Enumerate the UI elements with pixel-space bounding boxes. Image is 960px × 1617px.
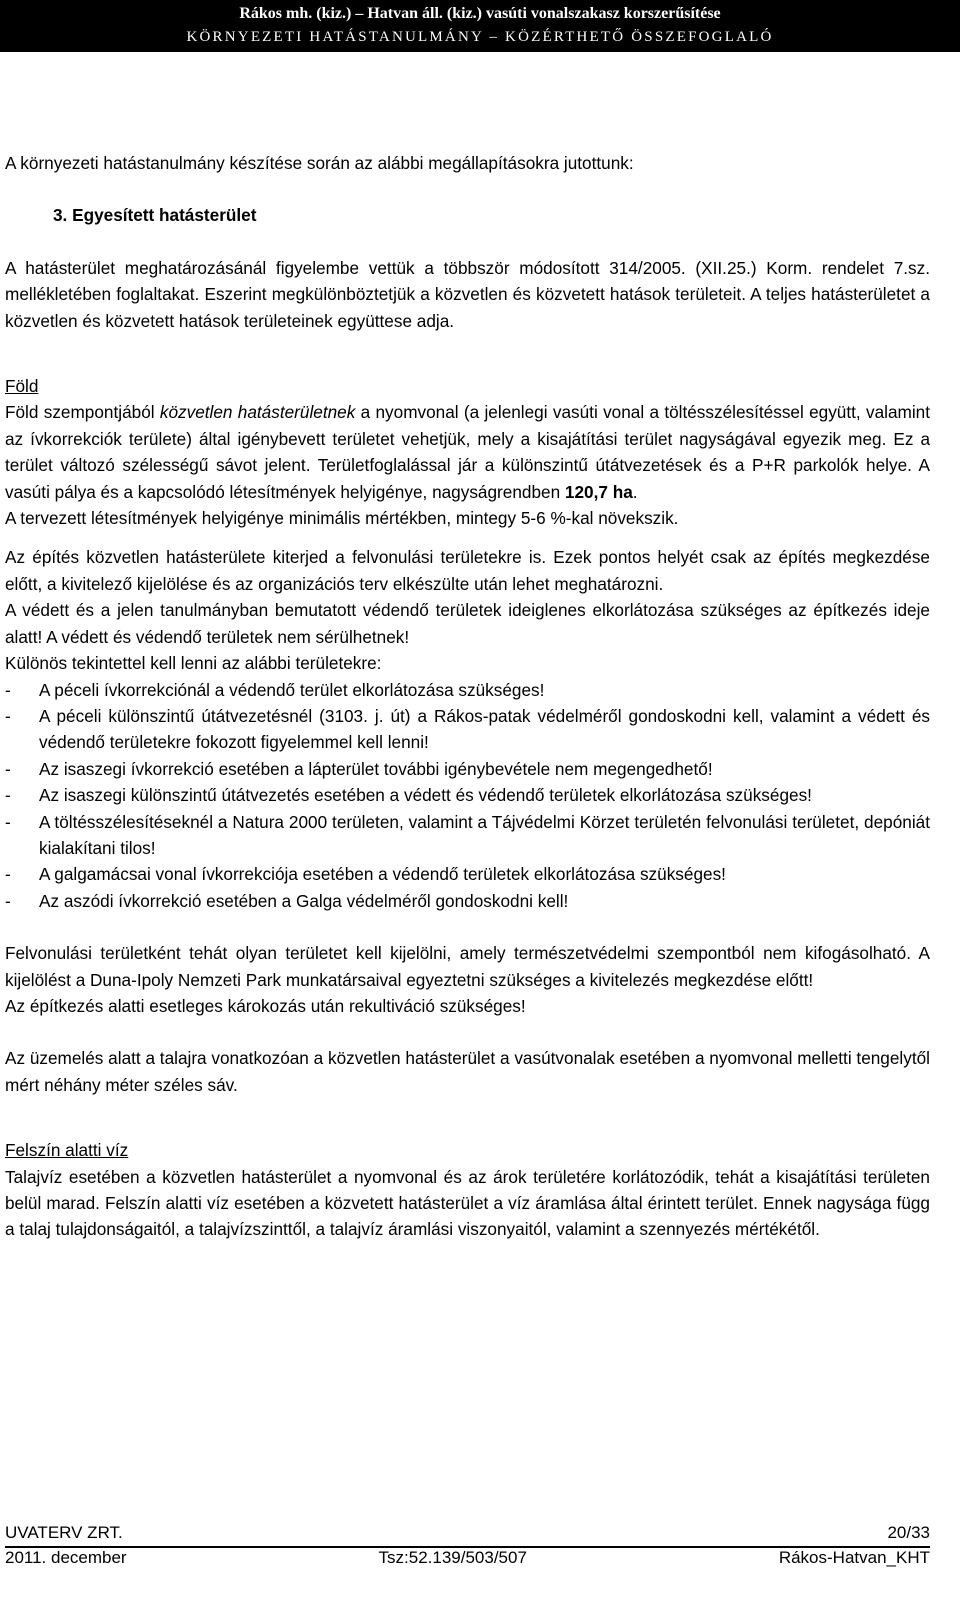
section-heading-3: 3. Egyesített hatásterület [53, 205, 257, 226]
list-item: - A péceli ívkorrekciónál a védendő terület elkorlátozása szükséges! [5, 679, 545, 700]
fold-area-value: 120,7 ha [564, 481, 633, 502]
fold-bullet-list [5, 677, 930, 915]
fold-paragraph-5: Különös tekintettel kell lenni az alábbi területekre: [5, 653, 382, 674]
list-item: - A galgamácsai vonal ívkorrekciója esetében a védendő területek elkorlátozása szükséges! [5, 864, 726, 885]
footer-company: UVATERV ZRT. [5, 1523, 123, 1542]
list-item: - Az aszódi ívkorrekció esetében a Galga védelméről gondoskodni kell! [5, 890, 569, 911]
fold-paragraph-2: A tervezett létesítmények helyigénye minimális mértékben, mintegy 5-6 %-kal növekszik. [5, 508, 679, 529]
footer-page-number: 20/33 [887, 1523, 930, 1542]
section-3-paragraph: A hatásterület meghatározásánál figyelembe vettük a többször módosított 314/2005. (XII.25.) Korm. rendelet 7.sz. mellékletében foglaltakat. Eszerint megkülönböztetjük a közvetlen és közvetett hatások területeit. A teljes hatásterületet a közvetlen és közvetett hatások területeinek együttese adja. [5, 257, 930, 331]
footer-bottom-row [5, 1547, 930, 1569]
list-item: - Az isaszegi különszintű útátvezetés esetében a védett és védendő területek elkorlátozása szükséges! [5, 785, 812, 806]
intro-sentence: A környezeti hatástanulmány készítése során az alábbi megállapításokra jutottunk: [5, 153, 634, 173]
subheading-fold: Föld [5, 376, 39, 397]
footer-filename: Rákos-Hatvan_KHT [778, 1548, 930, 1567]
footer-tsz: Tsz:52.139/503/507 [378, 1548, 527, 1567]
fold-paragraph-4: A védett és a jelen tanulmányban bemutatott védendő területek ideiglenes elkorlátozása szükséges az építkezés ideje alatt! A védett és védendő területek nem sérülhetnek! [5, 600, 930, 647]
document-header [0, 0, 960, 52]
list-item: - A péceli különszintű útátvezetésnél (3103. j. út) a Rákos-patak védelméről gondoskodni kell, valamint a védett és védendő területekre fokozott figyelemmel kell lenni! [5, 705, 930, 753]
footer-top-row [5, 1521, 930, 1545]
header-project-title: Rákos mh. (kiz.) – Hatvan áll. (kiz.) vasúti vonalszakasz korszerűsítése [239, 5, 721, 22]
felszin-paragraph-1: Talajvíz esetében a közvetlen hatásterület a nyomvonal és az árok területére korlátozódik, tehát a kisajátítási területen belül marad. Felszín alatti víz esetében a közvetett hatásterület a víz áramlása által érintett terület. Ennek nagysága függ a talaj tulajdonságaitól, a talajvízszinttől, a talajvíz áramlási viszonyaitól, valamint a szennyezés mértékétől. [5, 1166, 930, 1240]
fold-paragraph-1: Föld szempontjából közvetlen hatásterületnek a nyomvonal (a jelenlegi vasúti vonal a töltésszélesítéssel együtt, valamint az ívkorrekciók területe) által igénybevett területet vehetjük, mely a kisajátítási terület nagyságával egyezik meg. Ez a terület változó szélességű sávot jelent. Területfoglalással jár a különszintű útátvezetések és a P+R parkolók helye. A vasúti pálya és a kapcsolódó létesítmények helyigénye, nagyságrendben 120,7 ha. [5, 402, 930, 502]
footer-date: 2011. december [5, 1548, 127, 1567]
subheading-felszin-alatti-viz: Felszín alatti víz [5, 1140, 129, 1161]
list-item: - Az isaszegi ívkorrekció esetében a lápterület további igénybevétele nem megengedhető! [5, 758, 713, 779]
list-item: - A töltésszélesítéseknél a Natura 2000 területen, valamint a Tájvédelmi Körzet területén felvonulási területet, depóniát kialakítani tilos! [5, 811, 930, 858]
fold-paragraph-6: Felvonulási területként tehát olyan területet kell kijelölni, amely természetvédelmi szempontból nem kifogásolható. A kijelölést a Duna-Ipoly Nemzeti Park munkatársaival egyeztetni szükséges a kivitelezés megkezdése előtt! [5, 943, 930, 990]
header-document-type: KÖRNYEZETI HATÁSTANULMÁNY – KÖZÉRTHETŐ ÖSSZEFOGLALÓ [186, 29, 774, 45]
fold-paragraph-8: Az üzemelés alatt a talajra vonatkozóan a közvetlen hatásterület a vasútvonalak esetében a nyomvonal melletti tengelytől mért néhány méter széles sáv. [5, 1048, 930, 1095]
page-body [5, 150, 930, 1243]
fold-italic-term: közvetlen hatásterületnek [159, 402, 356, 423]
fold-paragraph-7: Az építkezés alatti esetleges károkozás után rekultiváció szükséges! [5, 995, 526, 1016]
fold-paragraph-3: Az építés közvetlen hatásterülete kiterjed a felvonulási területekre is. Ezek pontos helyét csak az építés megkezdése előtt, a kivitelező kijelölése és az organizációs terv elkészülte után lehet meghatározni. [5, 547, 930, 594]
